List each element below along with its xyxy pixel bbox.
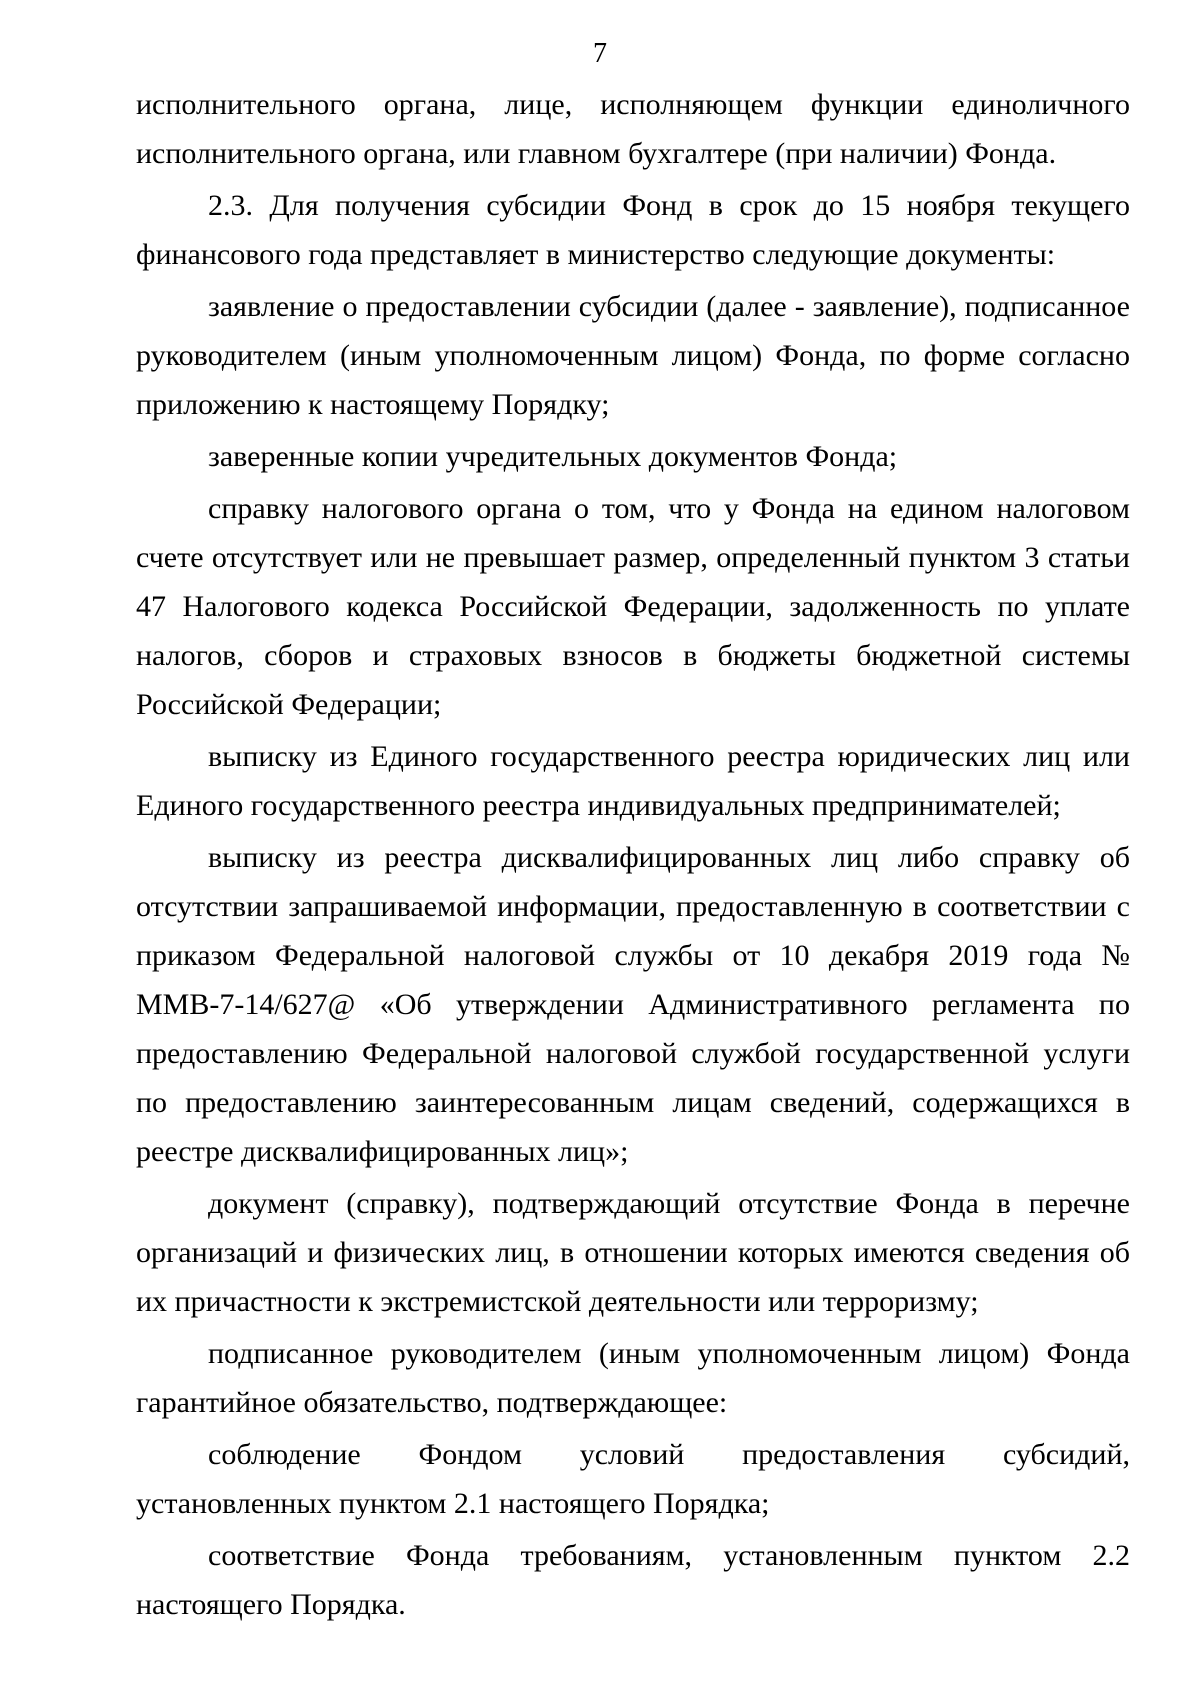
paragraph-clause-2-3: 2.3. Для получения субсидии Фонд в срок до 15 ноября текущего финансового года представляет в министерство следующие документы:: [136, 189, 1130, 271]
paragraph-registry-extract: выписку из Единого государственного реестра юридических лиц или Единого государственного реестра индивидуальных предпринимателей;: [136, 740, 1130, 822]
document-body: [136, 80, 1130, 1632]
paragraph-guarantee-obligation: подписанное руководителем (иным уполномоченным лицом) Фонда гарантийное обязательство, подтверждающее:: [136, 1337, 1130, 1419]
paragraph-founding-documents: заверенные копии учредительных документов Фонда;: [208, 440, 898, 473]
paragraph-compliance-requirements: соответствие Фонда требованиям, установленным пунктом 2.2 настоящего Порядка.: [136, 1539, 1130, 1621]
page-number: 7: [593, 38, 607, 69]
paragraph-continuation: исполнительного органа, лице, исполняющем функции единоличного исполнительного органа, или главном бухгалтере (при наличии) Фонда.: [136, 88, 1130, 170]
paragraph-extremism-certificate: документ (справку), подтверждающий отсутствие Фонда в перечне организаций и физических лиц, в отношении которых имеются сведения об их причастности к экстремистской деятельности или терроризму;: [136, 1187, 1130, 1318]
paragraph-application: заявление о предоставлении субсидии (далее - заявление), подписанное руководителем (иным уполномоченным лицом) Фонда, по форме согласно приложению к настоящему Порядку;: [136, 290, 1130, 421]
paragraph-tax-certificate: справку налогового органа о том, что у Фонда на едином налоговом счете отсутствует или не превышает размер, определенный пунктом 3 статьи 47 Налогового кодекса Российской Федерации, задолженность по уплате налогов, сборов и страховых взносов в бюджеты бюджетной системы Российской Федерации;: [136, 492, 1130, 721]
paragraph-disqualified-registry: выписку из реестра дисквалифицированных лиц либо справку об отсутствии запрашиваемой информации, предоставленную в соответствии с приказом Федеральной налоговой службы от 10 декабря 2019 года № ММВ-7-14/627@ «Об утверждении Административного регламента по предоставлению Федеральной налоговой службой государственной услуги по предоставлению заинтересованным лицам сведений, содержащихся в реестре дисквалифицированных лиц»;: [136, 841, 1130, 1168]
paragraph-compliance-conditions: соблюдение Фондом условий предоставления субсидий, установленных пунктом 2.1 настоящего Порядка;: [136, 1438, 1130, 1520]
